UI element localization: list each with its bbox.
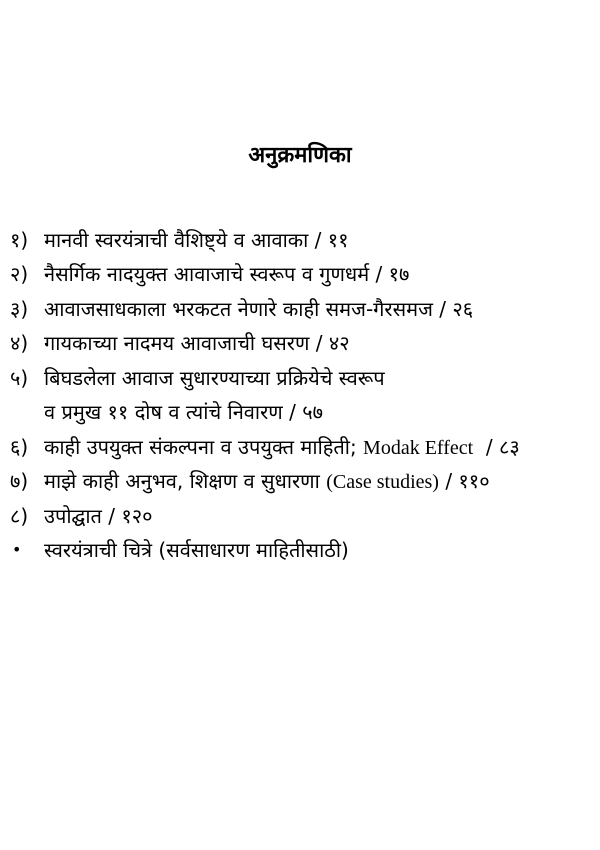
toc-entry-number: ८) [10,503,29,528]
toc-entry-7 [10,464,595,499]
page-title: अनुक्रमणिका [248,143,352,168]
toc-entry-6 [10,429,595,464]
toc-entry-number: १) [10,227,29,252]
table-of-contents [10,222,595,567]
toc-entry-text-latin: Modak Effect [363,436,474,459]
toc-entry-number: ३) [10,296,29,321]
bullet-icon: • [12,540,22,560]
toc-entry-number: ५) [10,365,29,390]
toc-entry-text [44,433,520,460]
toc-entry-text: स्वरयंत्राची चित्रे (सर्वसाधारण माहितीसाठी) [44,538,349,563]
toc-entry-4 [10,326,595,361]
toc-entry-text: आवाजसाधकाला भरकटत नेणारे काही समज-गैरसमज / २६ [44,296,474,321]
toc-entry-1 [10,222,595,257]
toc-entry-number: ४) [10,331,29,356]
toc-entry-number: ६) [10,434,29,459]
toc-entry-text-devanagari: माझे काही अनुभव, शिक्षण व सुधारणा [44,469,320,494]
toc-entry-text: बिघडलेला आवाज सुधारण्याच्या प्रक्रियेचे स्वरूप [44,365,385,390]
toc-entry-text: उपोद्घात / १२० [44,503,153,528]
toc-entry-2 [10,257,595,292]
toc-entry-text: नैसर्गिक नादयुक्त आवाजाचे स्वरूप व गुणधर्म / १७ [44,262,410,287]
toc-entry-5 [10,360,595,395]
toc-entry-3 [10,291,595,326]
toc-entry-number: २) [10,262,29,287]
toc-entry-text [44,467,490,494]
toc-entry-text-devanagari: काही उपयुक्त संकल्पना व उपयुक्त माहिती; [44,434,357,459]
toc-entry-page: / ८३ [485,434,520,459]
toc-entry-5-continuation [10,395,595,430]
toc-entry-text-latin: (Case studies) [326,471,439,494]
toc-entry-8 [10,498,595,533]
toc-entry-text: मानवी स्वरयंत्राची वैशिष्ट्ये व आवाका / ११ [44,227,349,252]
toc-entry-text: व प्रमुख ११ दोष व त्यांचे निवारण / ५७ [44,400,323,425]
toc-entry-page: / ११० [445,469,490,494]
toc-bullet-entry [10,533,595,568]
toc-entry-number: ७) [10,469,29,494]
toc-entry-text: गायकाच्या नादमय आवाजाची घसरण / ४२ [44,331,350,356]
